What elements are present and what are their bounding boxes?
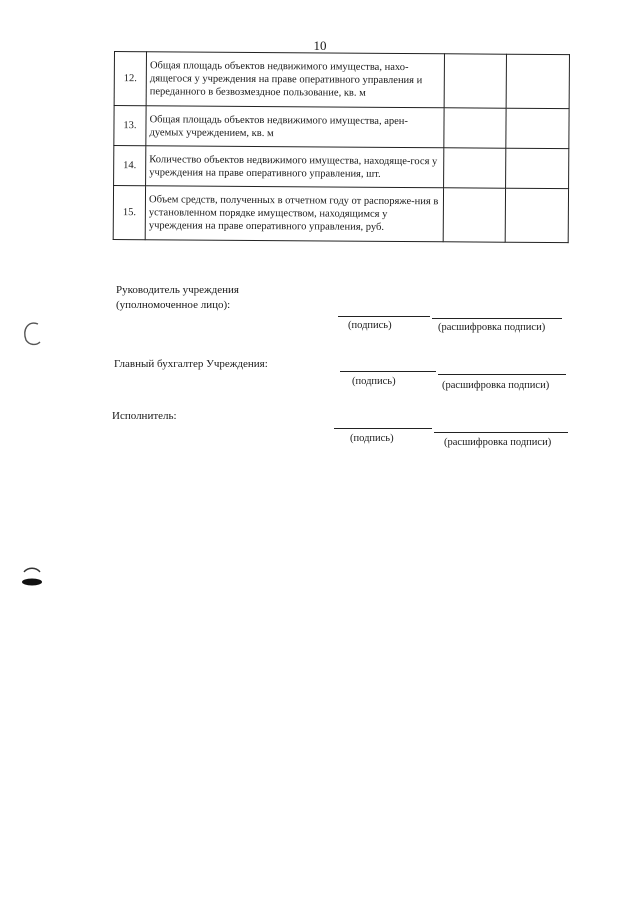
row-description: Количество объектов недвижимого имущества, находяще-гося у учреждения на праве оперативного управления, шт. xyxy=(146,146,444,188)
accountant-label: Главный бухгалтер Учреждения: xyxy=(114,358,268,370)
value-cell xyxy=(506,148,569,188)
page-number: 10 xyxy=(313,38,327,53)
row-number: 14. xyxy=(114,146,146,186)
property-report-table xyxy=(113,51,570,243)
accountant-decode-caption: (расшифровка подписи) xyxy=(442,380,550,391)
accountant-decode-line xyxy=(438,374,566,375)
head-signature-line xyxy=(338,316,430,317)
table-row xyxy=(113,186,568,243)
executor-decode-caption: (расшифровка подписи) xyxy=(444,437,552,448)
head-label-line2: (уполномоченное лицо): xyxy=(116,299,231,311)
table-row xyxy=(114,106,569,149)
row-description: Общая площадь объектов недвижимого имущества, арен-дуемых учреждением, кв. м xyxy=(146,106,444,148)
row-number: 13. xyxy=(114,106,146,146)
value-cell xyxy=(443,148,506,188)
row-number: 12. xyxy=(114,52,146,106)
punch-hole-mark-icon xyxy=(20,564,44,594)
value-cell xyxy=(444,108,507,148)
accountant-signature-line xyxy=(340,371,436,372)
executor-signature-line xyxy=(334,428,432,429)
table-row xyxy=(114,146,569,189)
head-decode-line xyxy=(432,318,562,319)
accountant-sign-caption: (подпись) xyxy=(352,376,396,387)
head-decode-caption: (расшифровка подписи) xyxy=(438,322,546,333)
value-cell xyxy=(506,108,569,148)
row-description: Объем средств, полученных в отчетном году от распоряже-ния в установленном порядке имуществом, находящимся у учреждения на праве оперативного управления, руб. xyxy=(145,186,443,242)
punch-hole-mark-icon xyxy=(20,318,44,348)
head-sign-caption: (подпись) xyxy=(348,320,392,331)
row-description: Общая площадь объектов недвижимого имущества, нахо-дящегося у учреждения на праве оперативного управления и переданного в безвозмездное пользование, кв. м xyxy=(146,52,444,108)
value-cell xyxy=(506,54,569,108)
head-label xyxy=(116,283,239,313)
value-cell xyxy=(443,188,506,242)
value-cell xyxy=(506,188,569,242)
executor-sign-caption: (подпись) xyxy=(350,433,394,444)
executor-decode-line xyxy=(434,432,568,433)
head-label-line1: Руководитель учреждения xyxy=(116,284,239,296)
table-row xyxy=(114,52,569,109)
row-number: 15. xyxy=(113,186,145,240)
executor-label: Исполнитель: xyxy=(112,410,177,422)
value-cell xyxy=(444,54,507,108)
